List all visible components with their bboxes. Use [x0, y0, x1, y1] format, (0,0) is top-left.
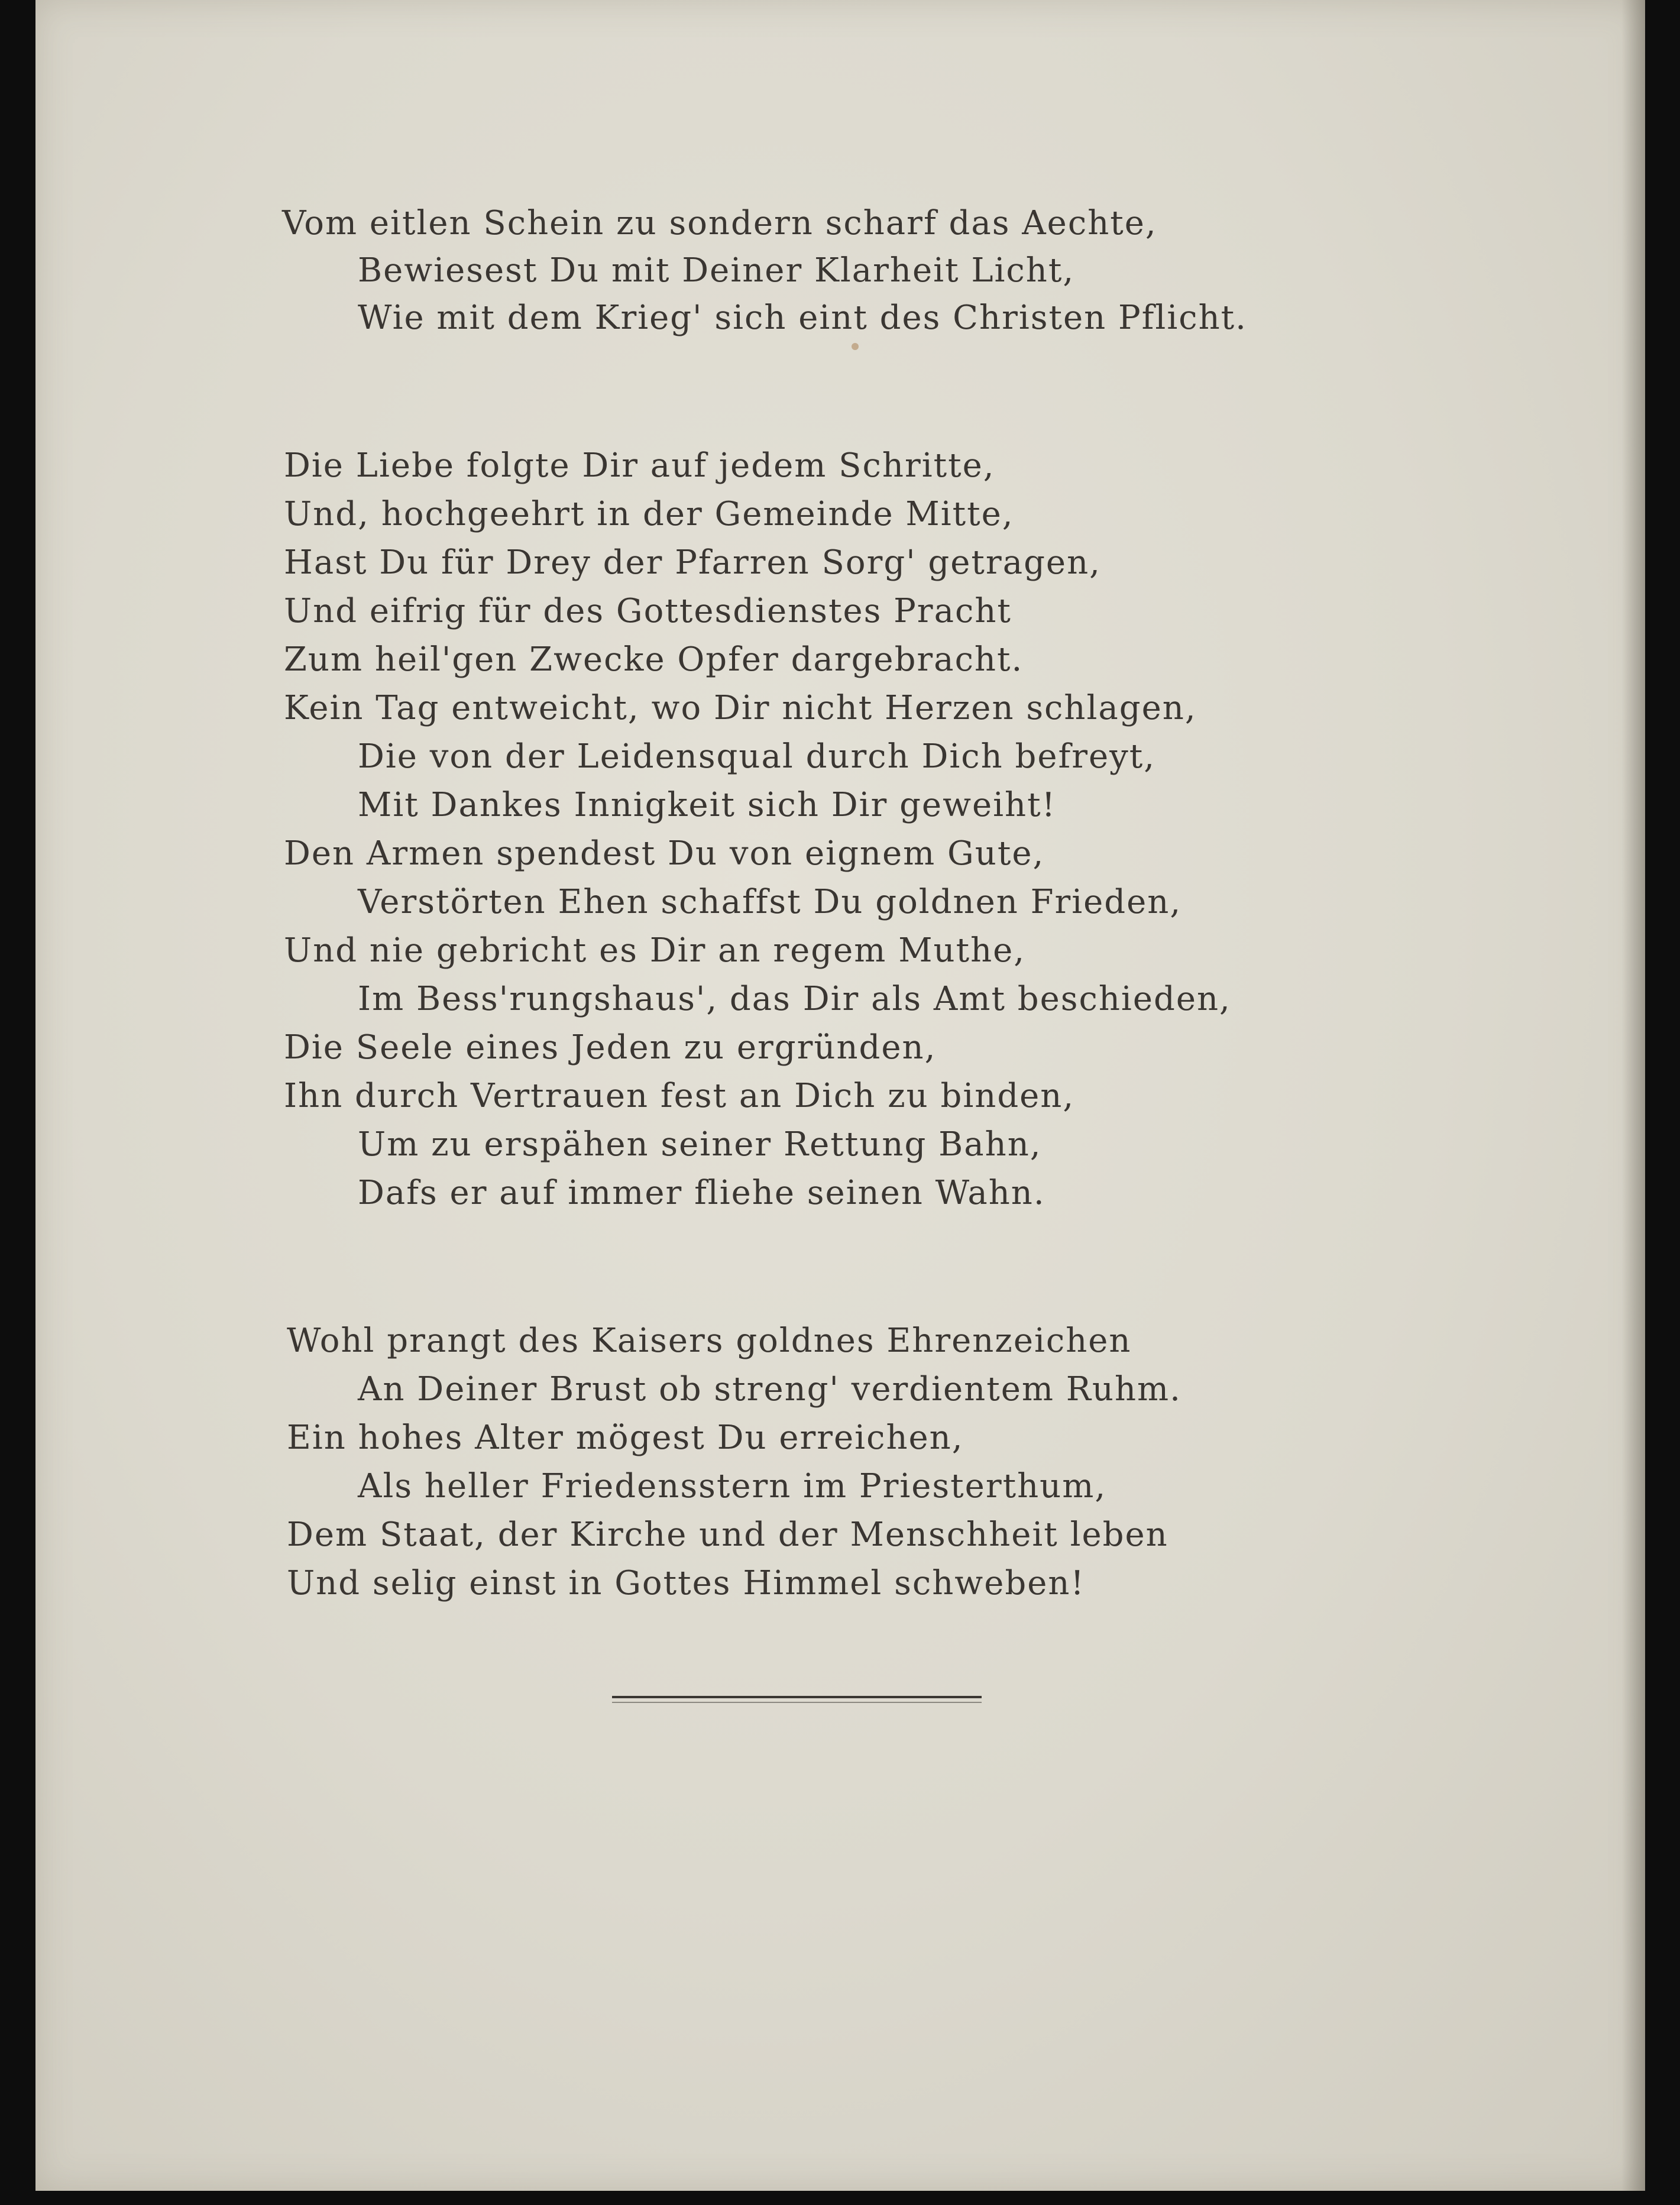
page-edge-shadow	[1621, 0, 1645, 2191]
verse-line: Bewiesest Du mit Deiner Klarheit Licht,	[358, 251, 1075, 290]
verse-line: Dafs er auf immer fliehe seinen Wahn.	[358, 1174, 1045, 1212]
verse-line: An Deiner Brust ob streng' verdientem Ruhm.	[358, 1370, 1181, 1409]
verse-line: Ihn durch Vertrauen fest an Dich zu binden,	[284, 1077, 1075, 1115]
verse-line: Als heller Friedensstern im Priesterthum,	[358, 1467, 1107, 1505]
verse-line: Und, hochgeehrt in der Gemeinde Mitte,	[284, 495, 1014, 533]
verse-line: Um zu erspähen seiner Rettung Bahn,	[358, 1125, 1042, 1164]
verse-line: Die von der Leidensqual durch Dich befreyt,	[358, 737, 1156, 776]
verse-line: Wohl prangt des Kaisers goldnes Ehrenzeichen	[287, 1322, 1132, 1360]
verse-line: Kein Tag entweicht, wo Dir nicht Herzen schlagen,	[284, 689, 1197, 727]
verse-line: Ein hohes Alter mögest Du erreichen,	[287, 1419, 964, 1457]
verse-line: Die Seele eines Jeden zu ergründen,	[284, 1028, 937, 1067]
verse-line: Den Armen spendest Du von eignem Gute,	[284, 834, 1045, 873]
verse-line: Hast Du für Drey der Pfarren Sorg' getragen,	[284, 543, 1101, 582]
closing-rule-shadow	[612, 1702, 982, 1703]
verse-line: Wie mit dem Krieg' sich eint des Christen Pflicht.	[358, 299, 1247, 337]
verse-line: Die Liebe folgte Dir auf jedem Schritte,	[284, 446, 995, 485]
verse-line: Und eifrig für des Gottesdienstes Pracht	[284, 592, 1012, 630]
closing-rule	[612, 1696, 982, 1698]
paper-stain	[852, 343, 859, 350]
verse-line: Mit Dankes Innigkeit sich Dir geweiht!	[358, 786, 1057, 824]
verse-line: Zum heil'gen Zwecke Opfer dargebracht.	[284, 640, 1024, 679]
verse-line: Und nie gebricht es Dir an regem Muthe,	[284, 931, 1026, 970]
document-page	[35, 0, 1645, 2191]
verse-line: Vom eitlen Schein zu sondern scharf das Aechte,	[282, 204, 1157, 242]
verse-line: Verstörten Ehen schaffst Du goldnen Frieden,	[358, 883, 1182, 921]
verse-line: Im Bess'rungshaus', das Dir als Amt beschieden,	[358, 980, 1231, 1018]
verse-line: Und selig einst in Gottes Himmel schweben!	[287, 1564, 1085, 1602]
verse-line: Dem Staat, der Kirche und der Menschheit leben	[287, 1516, 1168, 1554]
